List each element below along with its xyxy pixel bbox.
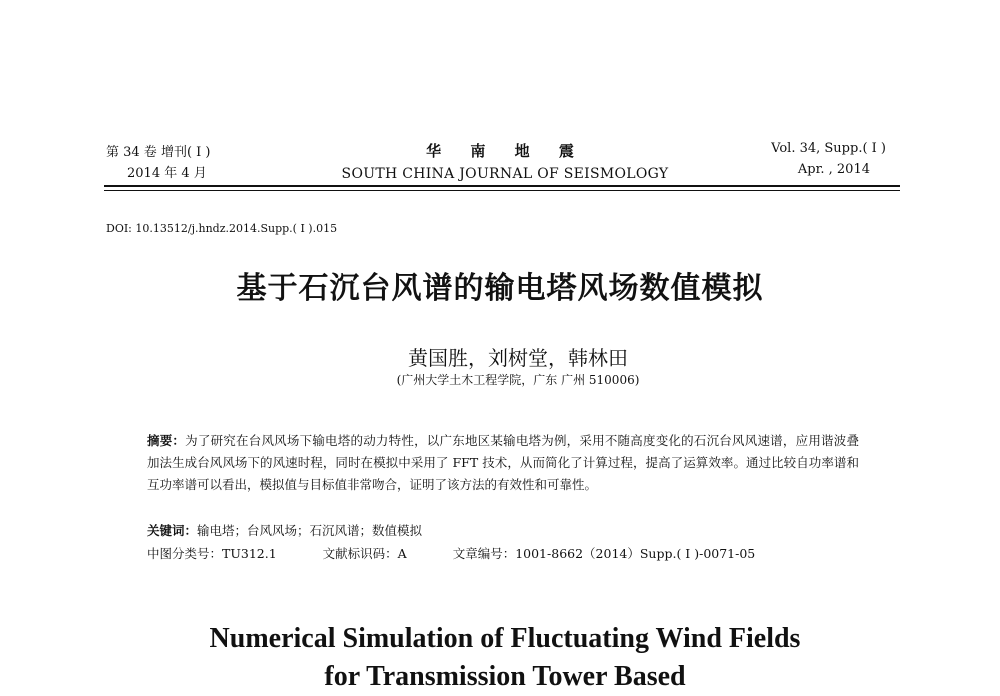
keywords-label: 关键词： — [147, 523, 198, 538]
volume-en: Vol. 34, Supp.( Ⅰ ) — [771, 141, 886, 156]
paper-title-en-line1: Numerical Simulation of Fluctuating Wind Fields — [209, 623, 801, 654]
classification-line — [147, 544, 801, 562]
document-code: 文献标识码：A — [322, 546, 407, 561]
paper-title-en — [0, 620, 1000, 696]
abstract — [147, 430, 859, 496]
affiliation: (广州大学土木工程学院，广东 广州 510006) — [396, 373, 640, 387]
abstract-label: 摘要： — [147, 433, 186, 448]
keywords — [147, 521, 422, 539]
paper-title-en-line2: for Transmission Tower Based — [324, 661, 686, 692]
volume-cn: 第 34 卷 增刊( Ⅰ ) — [106, 145, 211, 160]
header-rule-thin — [104, 190, 900, 191]
clc-number: 中图分类号：TU312.1 — [147, 546, 277, 561]
article-number: 文章编号：1001-8662（2014）Supp.( Ⅰ )-0071-05 — [452, 546, 756, 561]
paper-title-cn: 基于石沉台风谱的输电塔风场数值模拟 — [236, 271, 764, 306]
doi: DOI: 10.13512/j.hndz.2014.Supp.( Ⅰ ).015 — [106, 222, 338, 235]
date-en: Apr. , 2014 — [797, 162, 870, 177]
journal-name-cn: 华 南 地 震 — [426, 142, 586, 160]
date-cn: 2014 年 4 月 — [127, 166, 207, 181]
journal-name-en: SOUTH CHINA JOURNAL OF SEISMOLOGY — [341, 166, 669, 182]
authors: 黄国胜，刘树堂，韩林田 — [408, 346, 628, 370]
abstract-text: 为了研究在台风风场下输电塔的动力特性，以广东地区某输电塔为例，采用不随高度变化的石沉台风风速谱，应用谐波叠加法生成台风风场下的风速时程，同时在模拟中采用了 FFT 技术，从而简化了计算过程，提高了运算效率。通过比较自功率谱和互功率谱可以看出，模拟值与目标值非常吻合，证明了该方法的有效性和可靠性。 — [147, 433, 859, 492]
keywords-text: 输电塔；台风风场；石沉风谱；数值模拟 — [197, 523, 423, 538]
header-rule-thick — [104, 185, 900, 187]
